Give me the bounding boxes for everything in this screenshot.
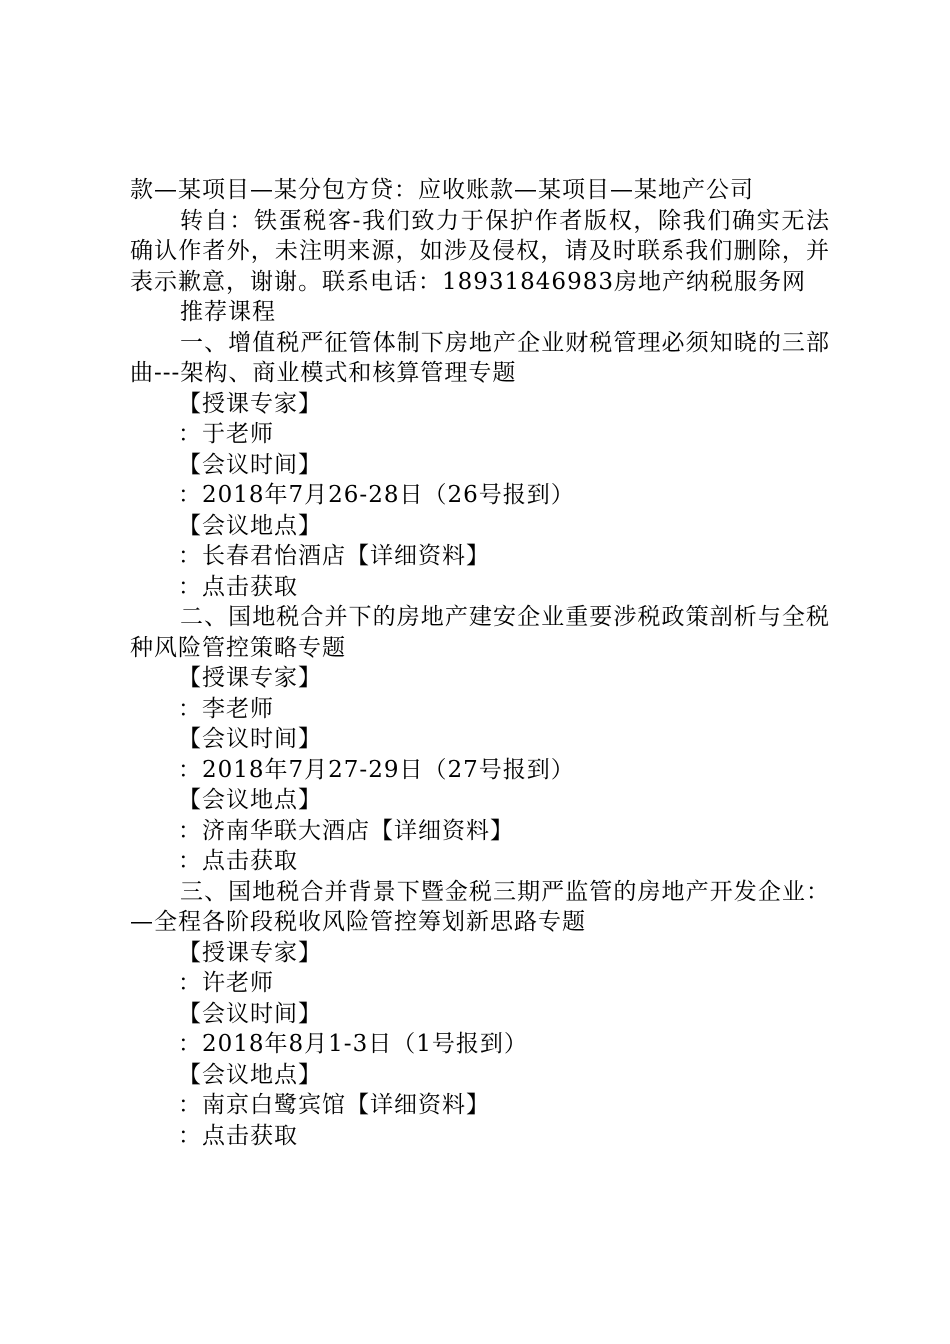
course-place-label: 【会议地点】 [178,512,322,539]
course-time-value: ：2018年7月26-28日（26号报到） [178,482,575,508]
course-time-label: 【会议时间】 [178,1000,322,1027]
course-time-value: ：2018年8月1-3日（1号报到） [178,1031,528,1057]
course-title: 二、国地税合并下的房地产建安企业重要涉税政策剖析与全税种风险管控策略专题 [130,604,830,661]
course-expert-label: 【授课专家】 [178,390,322,417]
course-time-value: ：2018年7月27-29日（27号报到） [178,756,575,783]
course-expert-label: 【授课专家】 [178,665,322,691]
course-time-label: 【会议时间】 [178,726,322,752]
intro-copyright-notice: 转自：铁蛋税客-我们致力于保护作者版权，除我们确实无法确认作者外，未注明来源，如涉及侵权，请及时联系我们删除，并表示歉意，谢谢。联系电话：18931846983房地产纳税服务网 [130,207,830,295]
course-expert-value: ：许老师 [178,970,274,996]
course-title: 一、增值税严征管体制下房地产企业财税管理必须知晓的三部曲---架构、商业模式和核算管理专题 [130,329,830,386]
course-place-value[interactable]: ：济南华联大酒店【详细资料】 [178,817,514,844]
course-place-value[interactable]: ：长春君怡酒店【详细资料】 [178,543,490,569]
course-get-link[interactable]: ：点击获取 [178,1122,298,1149]
intro-line-accounting: 款—某项目—某分包方贷：应收账款—某项目—某地产公司 [130,177,754,203]
course-expert-value: ：于老师 [178,421,274,447]
course-get-link[interactable]: ：点击获取 [178,573,298,600]
course-get-link[interactable]: ：点击获取 [178,848,298,874]
document-body [130,175,830,1151]
course-expert-label: 【授课专家】 [178,939,322,966]
course-time-label: 【会议时间】 [178,451,322,478]
course-place-label: 【会议地点】 [178,1061,322,1088]
course-expert-value: ：李老师 [178,695,274,722]
course-place-value[interactable]: ：南京白鹭宾馆【详细资料】 [178,1092,490,1118]
recommend-heading: 推荐课程 [180,299,276,325]
course-place-label: 【会议地点】 [178,787,322,813]
course-title: 三、国地税合并背景下暨金税三期严监管的房地产开发企业：—全程各阶段税收风险管控筹划新思路专题 [130,878,830,935]
